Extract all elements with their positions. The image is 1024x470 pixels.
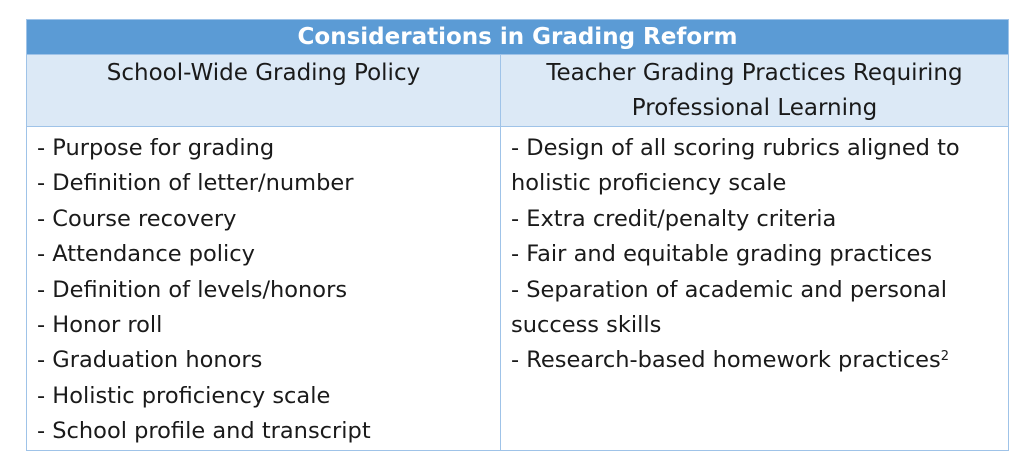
table-body-row (27, 127, 1009, 451)
table-title: Considerations in Grading Reform (27, 20, 1009, 55)
column-header-right-line1: Teacher Grading Practices Requiring (546, 60, 963, 86)
grading-reform-table (26, 19, 1008, 451)
school-wide-policy-list (27, 127, 501, 451)
list-item: - Fair and equitable grading practices (511, 241, 933, 268)
footnote-marker: 2 (940, 349, 950, 365)
list-item: - Graduation honors (37, 347, 263, 374)
list-item: - Attendance policy (37, 241, 255, 268)
list-item-with-footnote (511, 343, 998, 378)
list-item: - Definition of letter/number (37, 170, 354, 197)
table-title-row (27, 20, 1009, 55)
teacher-practices-list (501, 127, 1009, 451)
column-header-left-label: School-Wide Grading Policy (106, 60, 421, 86)
list-item: - Course recovery (37, 205, 237, 232)
list-item: - Honor roll (37, 312, 163, 339)
list-item: - School profile and transcript (37, 418, 371, 445)
list-item: - Purpose for grading (37, 135, 275, 161)
list-item: - Holistic proficiency scale (37, 382, 331, 409)
considerations-table (26, 19, 1009, 451)
column-header-right-line2: Professional Learning (631, 95, 878, 121)
list-item: - Design of all scoring rubrics aligned to holistic proficiency scale (511, 135, 960, 197)
table-header-row (27, 55, 1009, 127)
column-header-teacher-practices (501, 55, 1009, 127)
list-item: - Separation of academic and personal success skills (511, 276, 948, 339)
list-item-text: - Research-based homework practices (511, 347, 941, 374)
list-item: - Definition of levels/honors (37, 276, 348, 303)
list-item: - Extra credit/penalty criteria (511, 205, 837, 232)
column-header-school-wide (27, 55, 501, 127)
